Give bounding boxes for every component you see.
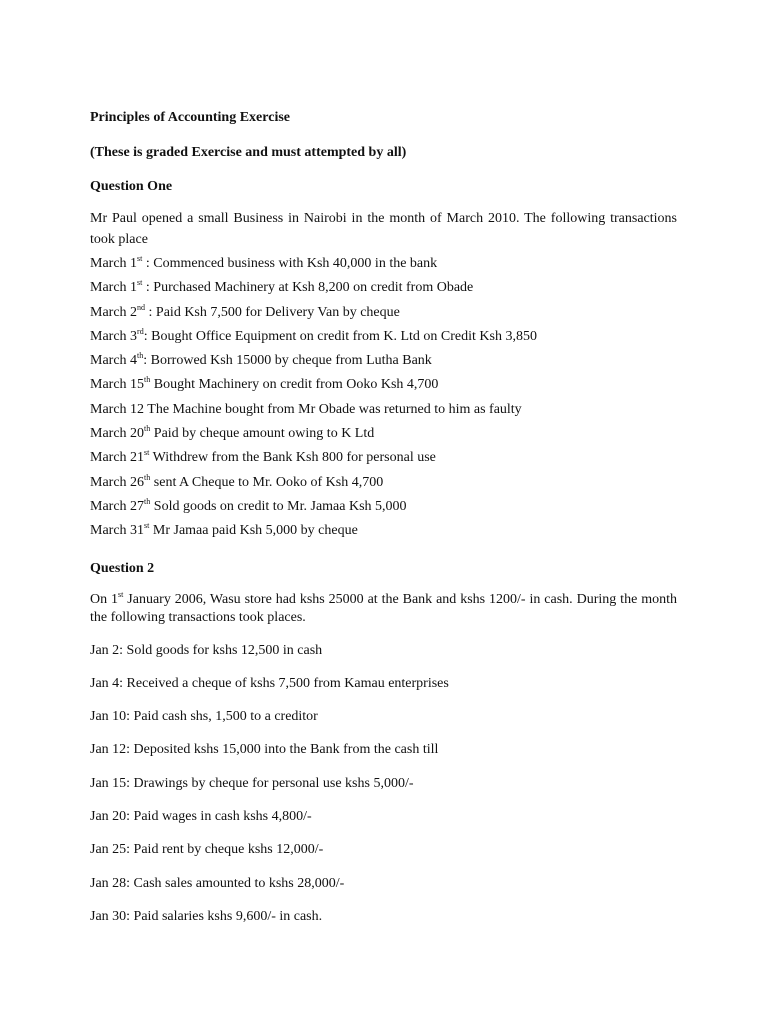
list-item: Jan 4: Received a cheque of kshs 7,500 from Kamau enterprises: [90, 675, 449, 691]
question-one-intro: Mr Paul opened a small Business in Nairobi in the month of March 2010. The following transactions took place: [90, 211, 677, 247]
question-two-intro: On 1st January 2006, Wasu store had kshs 25000 at the Bank and kshs 1200/- in cash. During the month the following transactions took places.: [90, 589, 677, 625]
question-two-heading: Question 2: [90, 560, 155, 576]
list-item: March 1st : Commenced business with Ksh 40,000 in the bank: [90, 254, 438, 271]
list-item: March 3rd: Bought Office Equipment on credit from K. Ltd on Credit Ksh 3,850: [90, 326, 537, 344]
document-title: Principles of Accounting Exercise: [90, 110, 290, 125]
list-item: March 27th Sold goods on credit to Mr. Jamaa Ksh 5,000: [90, 496, 407, 514]
list-item: Jan 28: Cash sales amounted to kshs 28,000/-: [90, 875, 345, 891]
list-item: Jan 10: Paid cash shs, 1,500 to a creditor: [90, 709, 318, 725]
question-two-transactions: [90, 641, 677, 941]
question-one-transactions: [90, 252, 677, 544]
list-item: Jan 12: Deposited kshs 15,000 into the Bank from the cash till: [90, 742, 439, 758]
list-item: March 12 The Machine bought from Mr Obade was returned to him as faulty: [90, 401, 522, 417]
list-item: Jan 25: Paid rent by cheque kshs 12,000/-: [90, 842, 324, 858]
list-item: March 1st : Purchased Machinery at Ksh 8,200 on credit from Obade: [90, 278, 474, 296]
list-item: March 31st Mr Jamaa paid Ksh 5,000 by cheque: [90, 521, 358, 539]
list-item: March 4th: Borrowed Ksh 15000 by cheque from Lutha Bank: [90, 351, 432, 369]
list-item: March 15th Bought Machinery on credit from Ooko Ksh 4,700: [90, 375, 439, 393]
list-item: Jan 2: Sold goods for kshs 12,500 in cash: [90, 642, 323, 658]
list-item: Jan 20: Paid wages in cash kshs 4,800/-: [90, 809, 312, 825]
list-item: March 2nd : Paid Ksh 7,500 for Delivery Van by cheque: [90, 302, 400, 320]
list-item: March 21st Withdrew from the Bank Ksh 800 for personal use: [90, 448, 436, 466]
question-one-heading: Question One: [90, 179, 173, 194]
document-body: [90, 108, 677, 940]
list-item: March 20th Paid by cheque amount owing to K Ltd: [90, 424, 375, 442]
list-item: March 26th sent A Cheque to Mr. Ooko of Ksh 4,700: [90, 472, 384, 490]
document-note: (These is graded Exercise and must attempted by all): [90, 145, 407, 160]
list-item: Jan 30: Paid salaries kshs 9,600/- in cash.: [90, 908, 323, 924]
list-item: Jan 15: Drawings by cheque for personal use kshs 5,000/-: [90, 775, 414, 791]
